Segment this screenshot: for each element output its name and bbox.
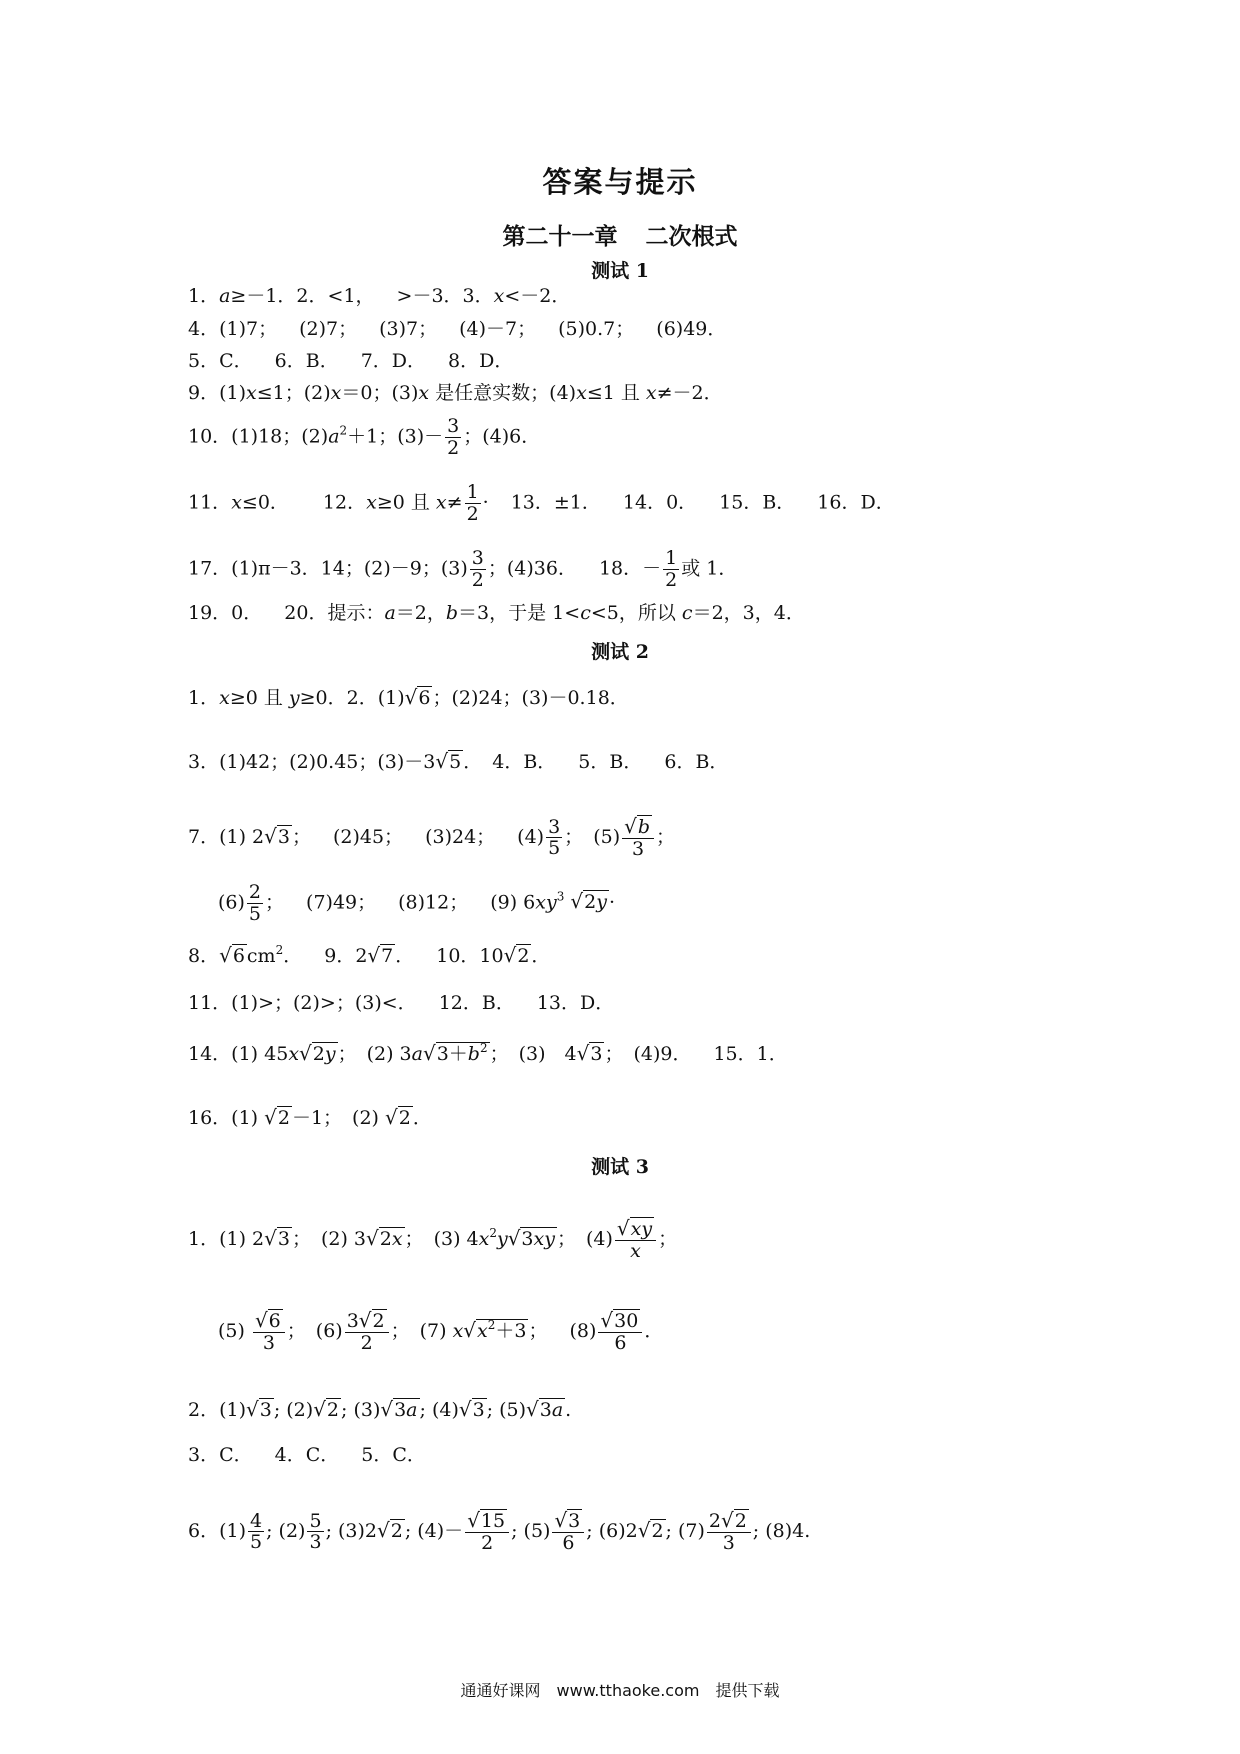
page-footer: 通通好课网 www.tthaoke.com 提供下载 xyxy=(460,1681,780,1700)
answer-line-10: 10．(1)18；$(2)a^2+1$；(3)－ $\frac{3}{2}$ ；(4)6． xyxy=(188,415,541,459)
answer-line-t2-14: 14．(1) 45x√2y ； (2) $3a√3+b^2$ ； (3) 4√3 ； (4)9． 15．1． xyxy=(188,1041,788,1065)
answer-line-9: 9．(1)x≤1；(2)x＝0；(3)x 是任意实数；(4)x≤1 且 x≠－2． xyxy=(188,382,723,404)
answer-line-t3-3: 3．C． 4．C． 5．C． xyxy=(188,1444,426,1466)
answer-line-t3-1b: (5) $\frac{√6}{3}$ ； (6) $\frac{3√2}{2}$ ； (7) $x√x^2+3$ ； (8) $\frac{√30}{6}$ ． xyxy=(218,1308,664,1354)
chapter-heading: 第二十一章 二次根式 xyxy=(502,223,738,250)
answer-line-t2-3: 3．(1)42；(2)0.45；(3)－3√5 ． 4．B． 5．B． 6．B． xyxy=(188,749,729,773)
answer-line-11: 11．x≤0． 12．x≥0 且 x≠ $\frac{1}{2}$ · 13．±1． 14．0． 15．B． 16．D． xyxy=(188,481,895,525)
answer-line-1: 1．a≥－1．2．<1， >－3．3．x<－2． xyxy=(188,285,571,307)
section-heading-test-1: 测试 1 xyxy=(591,260,649,282)
page-title: 答案与提示 xyxy=(542,165,698,199)
answer-line-17: 17．(1)π－3．14；(2)－9；(3) $\frac{3}{2}$ ；(4)36． 18．－ $\frac{1}{2}$ 或 1． xyxy=(188,547,738,591)
answer-line-t3-6: 6．(1) $\frac{4}{5}$ ; (2) $\frac{5}{3}$ ; (3)2√2 ; (4)－ $\frac{√15}{2}$ ; (5) $\frac{√3}{6}$ ; (6)2√2 ; (7) $\frac{2√2}{3}$ ; (8)4. xyxy=(188,1508,811,1554)
answer-line-t3-1: 1．(1) 2√3 ； (2) 3√2x ； (3) $4x^2y√3xy$ ； (4) $\frac{√xy}{x}$ ； xyxy=(188,1216,678,1262)
answer-line-t2-1: 1．x≥0 且 y≥0．2．(1)√6 ；(2)24；(3)－0.18． xyxy=(188,685,629,709)
section-heading-test-3: 测试 3 xyxy=(591,1156,649,1178)
section-heading-test-2: 测试 2 xyxy=(591,641,649,663)
answer-line-t2-7b: (6) $\frac{2}{5}$ ； (7)49； (8)12； (9) $6xy^3$ √2y · xyxy=(218,881,615,925)
answer-line-t2-7: 7．(1) 2√3 ； (2)45； (3)24； (4) $\frac{3}{5}$ ； (5) $\frac{√b}{3}$ ； xyxy=(188,814,676,860)
answer-line-5: 5．C． 6．B． 7．D． 8．D． xyxy=(188,350,514,372)
answer-line-t3-2: 2．(1)√3 ; (2)√2 ; (3)√3a ; (4)√3 ; (5)√3a . xyxy=(188,1397,572,1421)
answer-line-t2-11: 11．(1)>；(2)>；(3)<． 12．B． 13．D． xyxy=(188,992,615,1014)
answer-line-t2-8: 8．√6 $cm^2$． 9．2√7 ． 10．10√2 ． xyxy=(188,943,551,967)
answer-line-19: 19．0． 20．提示：a＝2，b＝3，于是 1<c<5，所以 c＝2，3，4． xyxy=(188,602,805,624)
answer-line-t2-16: 16．(1) √2 －1； (2) √2 ． xyxy=(188,1105,432,1129)
answer-line-4: 4．(1)7； (2)7； (3)7； (4)－7； (5)0.7； (6)49． xyxy=(188,318,727,340)
